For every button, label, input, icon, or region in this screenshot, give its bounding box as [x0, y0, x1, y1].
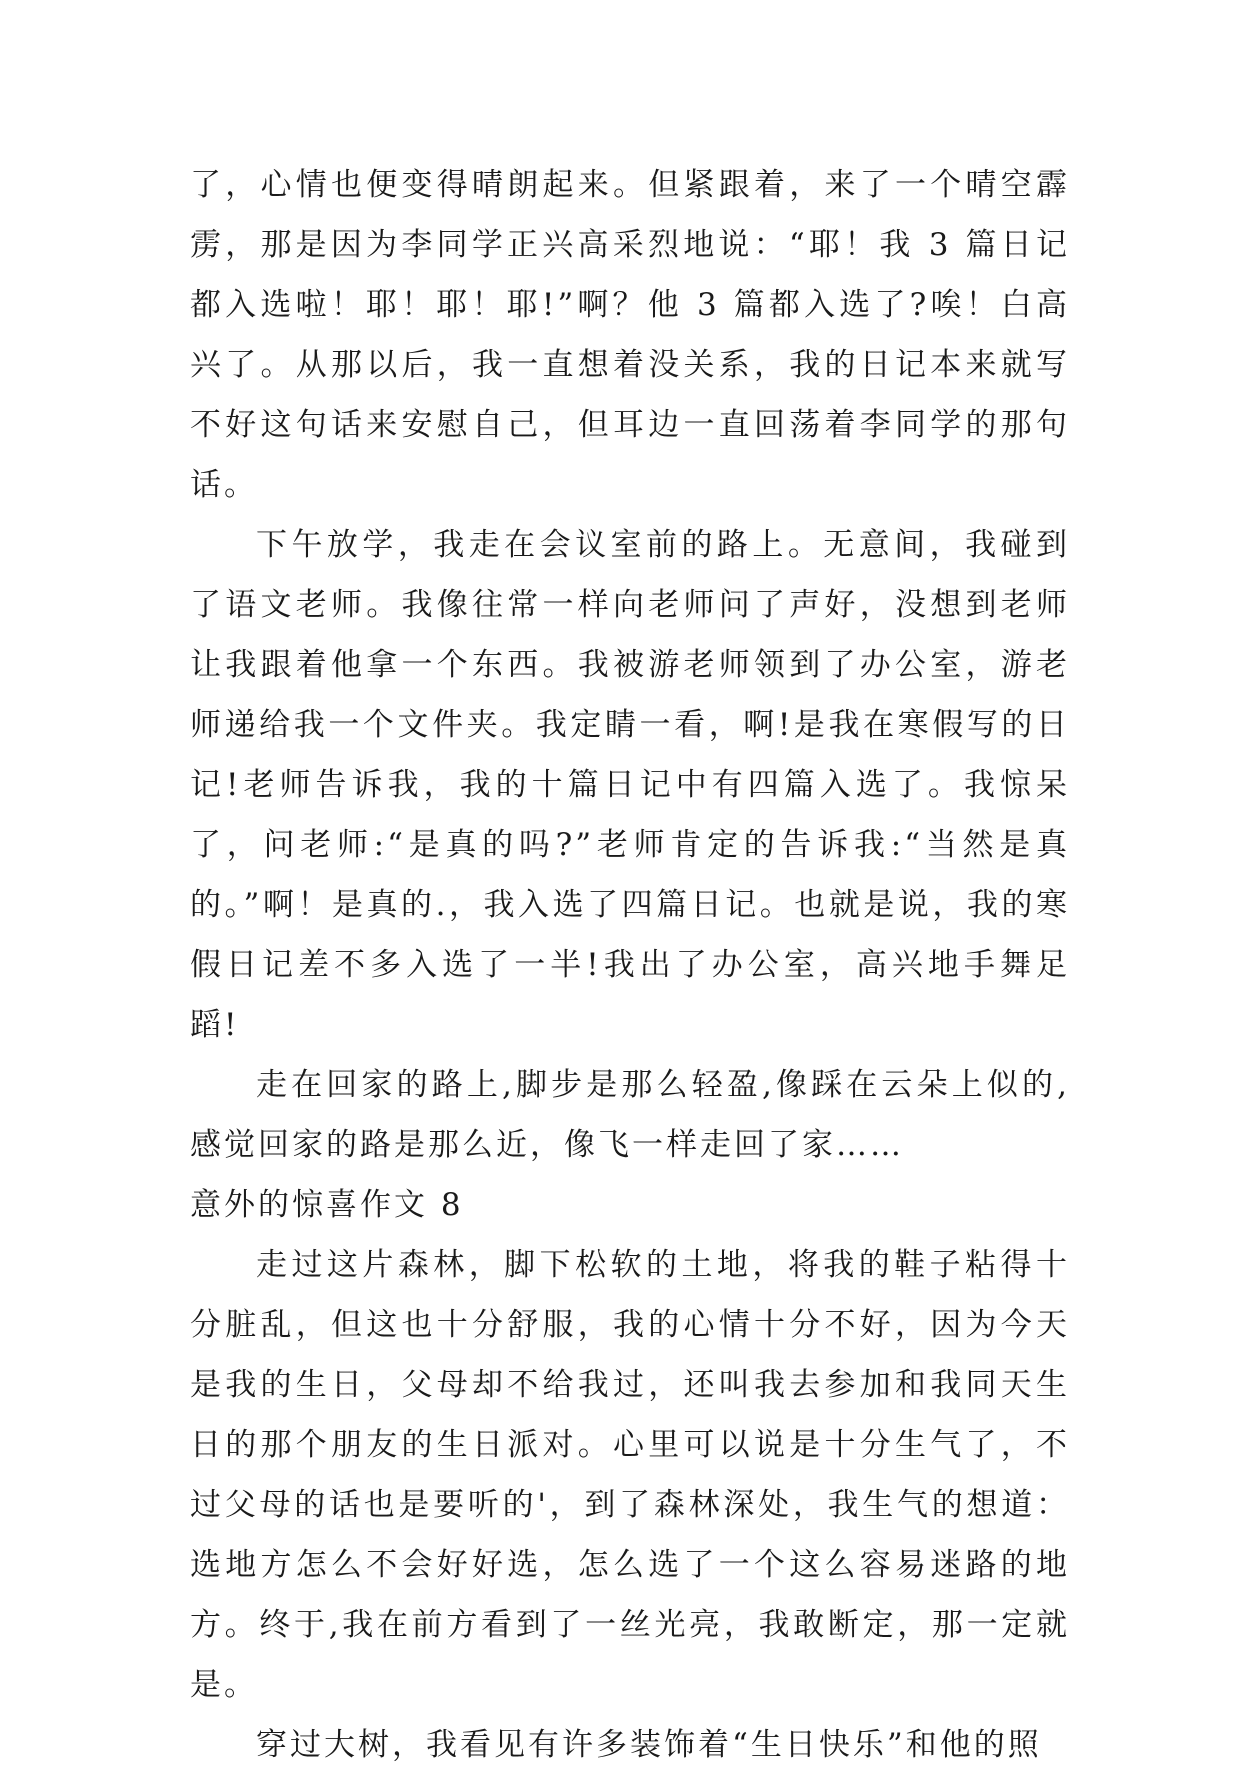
paragraph-2: 下午放学，我走在会议室前的路上。无意间，我碰到了语文老师。我像往常一样向老师问了声好，没想到老师让我跟着他拿一个东西。我被游老师领到了办公室，游老师递给我一个文件夹。我定睛一看，啊!是我在寒假写的日记!老师告诉我，我的十篇日记中有四篇入选了。我惊呆了，问老师:“是真的吗?”老师肯定的告诉我:“当然是真的。”啊！是真的.，我入选了四篇日记。也就是说，我的寒假日记差不多入选了一半!我出了办公室，高兴地手舞足蹈!	[190, 527, 1070, 1043]
section-heading: 意外的惊喜作文 8	[190, 1187, 464, 1223]
paragraph-3: 走在回家的路上,脚步是那么轻盈,像踩在云朵上似的,感觉回家的路是那么近，像飞一样走回了家……	[190, 1067, 1070, 1163]
paragraph-5: 穿过大树，我看见有许多装饰着“生日快乐”和他的照	[256, 1727, 1042, 1763]
paragraph-4: 走过这片森林，脚下松软的土地，将我的鞋子粘得十分脏乱，但这也十分舒服，我的心情十分不好，因为今天是我的生日，父母却不给我过，还叫我去参加和我同天生日的那个朋友的生日派对。心里可以说是十分生气了，不过父母的话也是要听的'，到了森林深处，我生气的想道：选地方怎么不会好好选，怎么选了一个这么容易迷路的地方。终于,我在前方看到了一丝光亮，我敢断定，那一定就是。	[190, 1247, 1070, 1703]
paragraph-1: 了，心情也便变得晴朗起来。但紧跟着，来了一个晴空霹雳，那是因为李同学正兴高采烈地说：“耶！我 3 篇日记都入选啦！耶！耶！耶!”啊？他 3 篇都入选了?唉！白高兴了。从那以后，我一直想着没关系，我的日记本来就写不好这句话来安慰自己，但耳边一直回荡着李同学的那句话。	[190, 167, 1070, 503]
document-page	[190, 155, 1070, 1775]
